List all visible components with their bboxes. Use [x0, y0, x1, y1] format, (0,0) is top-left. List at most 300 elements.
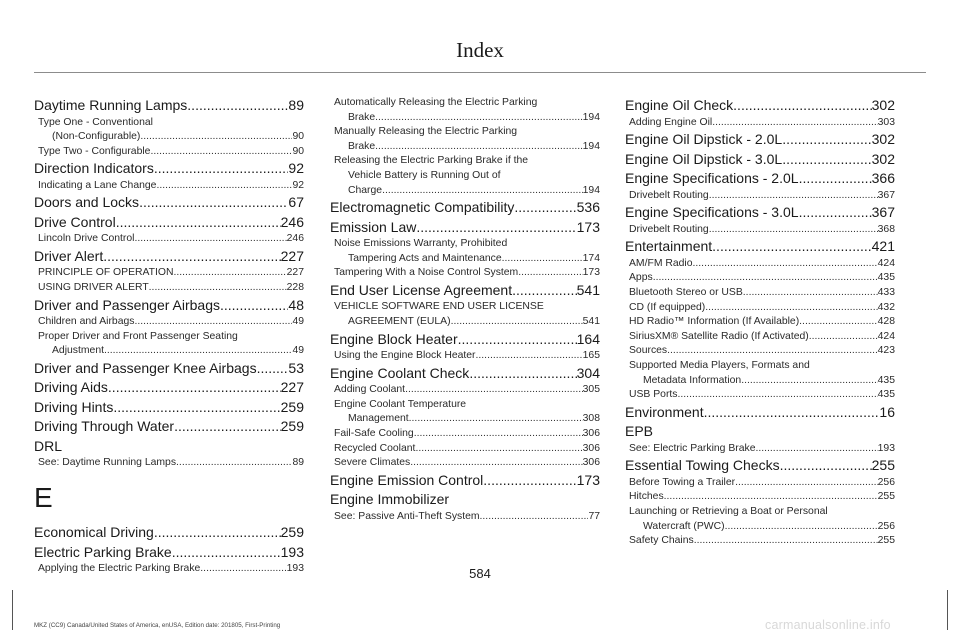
dot-leader: [725, 520, 878, 535]
dot-leader: [375, 140, 583, 155]
dot-leader: [220, 296, 288, 316]
page-ref: 48: [288, 296, 304, 313]
page-ref: 421: [871, 238, 895, 255]
index-entry[interactable]: [34, 193, 304, 213]
dot-leader: [134, 232, 286, 247]
crop-mark-left: [12, 590, 13, 630]
entry-title: Charge: [348, 184, 383, 196]
dot-leader: [113, 398, 280, 418]
page-ref: 432: [877, 301, 895, 313]
dot-leader: [375, 111, 583, 126]
dot-leader: [173, 266, 286, 281]
index-entry[interactable]: [330, 281, 600, 301]
dot-leader: [799, 203, 872, 223]
entry-title: DRL: [34, 437, 63, 454]
entry-title: Bluetooth Stereo or USB: [629, 286, 743, 298]
entry-title: Manually Releasing the Electric Parking: [334, 126, 518, 138]
entry-title: Drivebelt Routing: [629, 189, 709, 201]
index-subentry[interactable]: [34, 232, 304, 247]
page-ref: 173: [576, 471, 600, 488]
dot-leader: [257, 359, 289, 379]
index-subentry[interactable]: [625, 315, 895, 330]
entry-title: (Non-Configurable): [52, 131, 141, 143]
page-ref: 304: [576, 364, 600, 381]
index-subentry[interactable]: [34, 145, 304, 160]
entry-title: Driver Alert: [34, 247, 104, 264]
index-subentry[interactable]: [625, 505, 895, 520]
entry-title: Engine Immobilizer: [330, 491, 450, 508]
index-entry[interactable]: [34, 247, 304, 267]
page-ref: 193: [877, 442, 895, 454]
entry-title: Adjustment: [52, 345, 104, 357]
index-column-1: [34, 96, 304, 577]
page-ref: 90: [292, 145, 304, 157]
entry-title: Adding Coolant: [334, 384, 406, 396]
page-ref: 246: [280, 213, 304, 230]
page-ref: 308: [582, 413, 600, 425]
entry-title: Management: [348, 413, 409, 425]
index-subentry[interactable]: [34, 179, 304, 194]
index-heading[interactable]: [625, 422, 895, 442]
entry-title: Indicating a Lane Change: [38, 179, 157, 191]
page-ref: 536: [576, 199, 600, 216]
page-ref: 89: [292, 457, 304, 469]
dot-leader: [415, 442, 582, 457]
entry-title: Tampering Acts and Maintenance: [348, 252, 502, 264]
dot-leader: [410, 456, 582, 471]
dot-leader: [518, 266, 582, 281]
entry-title: Engine Coolant Check: [330, 364, 470, 381]
entry-title: HD Radio™ Information (If Available): [629, 316, 800, 328]
page-ref: 92: [288, 160, 304, 177]
entry-title: Doors and Locks: [34, 194, 140, 211]
entry-title: PRINCIPLE OF OPERATION: [38, 267, 174, 279]
page-ref: 89: [288, 97, 304, 113]
page-ref: 255: [871, 457, 895, 474]
index-subentry-continued[interactable]: [330, 169, 600, 184]
entry-title: Essential Towing Checks: [625, 457, 780, 474]
page-ref: 367: [877, 189, 895, 201]
dot-leader: [782, 130, 871, 150]
page-ref: 92: [292, 179, 304, 191]
index-subentry[interactable]: [34, 456, 304, 471]
entry-title: Applying the Electric Parking Brake: [38, 563, 201, 575]
index-entry[interactable]: [34, 359, 304, 379]
edition-footer: MKZ (CC9) Canada/United States of America, enUSA, Edition date: 201805, First-Printing: [34, 622, 281, 629]
dot-leader: [154, 159, 289, 179]
entry-title: Driving Aids: [34, 379, 108, 396]
index-subentry-continued[interactable]: [625, 374, 895, 389]
entry-title: Driving Through Water: [34, 418, 175, 435]
dot-leader: [735, 476, 878, 491]
dot-leader: [709, 223, 878, 238]
page-ref: 228: [286, 282, 304, 294]
page-ref: 259: [280, 524, 304, 541]
index-entry[interactable]: [34, 296, 304, 316]
index-subentry-continued[interactable]: [330, 252, 600, 267]
entry-title: Driver and Passenger Airbags: [34, 296, 220, 313]
dot-leader: [712, 237, 871, 257]
index-subentry[interactable]: [330, 349, 600, 364]
dot-leader: [154, 523, 281, 543]
index-column-2: [330, 96, 600, 524]
dot-leader: [743, 286, 878, 301]
entry-title: Lincoln Drive Control: [38, 233, 135, 245]
dot-leader: [693, 257, 878, 272]
index-subentry[interactable]: [625, 359, 895, 374]
page-ref: 433: [877, 286, 895, 298]
dot-leader: [483, 471, 576, 491]
page-ref: 49: [292, 316, 304, 328]
page-ref: 164: [576, 330, 600, 347]
dot-leader: [176, 456, 292, 471]
index-subentry-continued[interactable]: [330, 184, 600, 199]
page-title: Index: [456, 38, 504, 62]
index-entry[interactable]: [330, 364, 600, 384]
index-subentry-continued[interactable]: [330, 315, 600, 330]
index-subentry[interactable]: [330, 154, 600, 169]
page-ref: 306: [582, 428, 600, 439]
dot-leader: [140, 130, 292, 145]
dot-leader: [409, 412, 583, 427]
entry-title: Children and Airbags: [38, 316, 135, 328]
dot-leader: [382, 184, 583, 199]
index-entry[interactable]: [34, 378, 304, 398]
entry-title: Electric Parking Brake: [34, 543, 172, 560]
index-entry[interactable]: [625, 96, 895, 116]
index-subentry[interactable]: [330, 96, 600, 111]
dot-leader: [512, 281, 577, 301]
entry-title: See: Electric Parking Brake: [629, 442, 756, 454]
crop-mark-right: [947, 590, 948, 630]
entry-title: EPB: [625, 423, 654, 440]
index-subentry[interactable]: [34, 315, 304, 330]
page-ref: 227: [286, 267, 304, 279]
entry-title: Engine Block Heater: [330, 330, 458, 347]
entry-title: Driving Hints: [34, 398, 114, 415]
index-subentry[interactable]: [625, 330, 895, 345]
entry-title: VEHICLE SOFTWARE END USER LICENSE: [334, 301, 544, 313]
page-ref: 306: [582, 457, 600, 469]
index-entry[interactable]: [625, 456, 895, 476]
index-entry[interactable]: [34, 417, 304, 437]
dot-leader: [502, 252, 583, 267]
dot-leader: [705, 301, 877, 316]
entry-title: Recycled Coolant: [334, 442, 416, 454]
index-entry[interactable]: [330, 330, 600, 350]
entry-title: Watercraft (PWC): [643, 520, 725, 532]
entry-title: AM/FM Radio: [629, 257, 693, 269]
index-entry[interactable]: [330, 218, 600, 238]
entry-title: Type One - Conventional: [38, 116, 153, 128]
page-ref: 173: [576, 218, 600, 235]
index-subentry[interactable]: [625, 189, 895, 204]
dot-leader: [678, 388, 878, 403]
index-subentry[interactable]: [330, 442, 600, 457]
index-entry[interactable]: [34, 398, 304, 418]
page-ref: 165: [582, 350, 600, 362]
index-entry[interactable]: [330, 198, 600, 218]
entry-title: Environment: [625, 403, 704, 420]
page-ref: 256: [877, 476, 895, 488]
entry-title: USB Ports: [629, 389, 678, 401]
index-subentry[interactable]: [330, 510, 600, 525]
entry-title: USING DRIVER ALERT: [38, 282, 149, 294]
index-subentry-continued[interactable]: [330, 140, 600, 155]
index-entry[interactable]: [625, 169, 895, 189]
dot-leader: [799, 169, 872, 189]
page-ref: 246: [286, 233, 304, 245]
entry-title: Tampering With a Noise Control System: [334, 267, 519, 279]
entry-title: Direction Indicators: [34, 160, 154, 177]
page-ref: 424: [877, 257, 895, 269]
index-subentry[interactable]: [330, 398, 600, 413]
index-subentry-continued[interactable]: [330, 412, 600, 427]
index-subentry[interactable]: [330, 125, 600, 140]
page-ref: 194: [582, 140, 600, 152]
entry-title: Type Two - Configurable: [38, 145, 151, 157]
page-ref: 306: [582, 442, 600, 454]
page-ref: 194: [582, 111, 600, 123]
index-entry[interactable]: [625, 237, 895, 257]
entry-title: Engine Specifications - 3.0L: [625, 204, 799, 221]
index-subentry[interactable]: [625, 388, 895, 403]
entry-title: Engine Oil Dipstick - 3.0L: [625, 150, 783, 167]
page-ref: 194: [582, 184, 600, 196]
page-ref: 53: [288, 359, 304, 376]
dot-leader: [172, 543, 281, 563]
dot-leader: [149, 281, 287, 296]
index-subentry[interactable]: [625, 344, 895, 359]
page-ref: 77: [588, 510, 600, 522]
index-subentry[interactable]: [625, 286, 895, 301]
entry-title: Drive Control: [34, 213, 116, 230]
dot-leader: [156, 179, 292, 194]
index-subentry[interactable]: [34, 281, 304, 296]
entry-title: Launching or Retrieving a Boat or Personal: [629, 506, 828, 517]
dot-leader: [653, 271, 878, 286]
index-subentry[interactable]: [625, 271, 895, 286]
entry-title: Apps: [629, 272, 653, 284]
index-entry[interactable]: [625, 203, 895, 223]
entry-title: Driver and Passenger Knee Airbags: [34, 359, 257, 376]
entry-title: Sources: [629, 345, 668, 357]
page-ref: 428: [877, 316, 895, 328]
page-ref: 259: [280, 398, 304, 415]
dot-leader: [514, 198, 576, 218]
dot-leader: [414, 427, 583, 442]
page-ref: 67: [288, 194, 304, 211]
index-subentry[interactable]: [625, 301, 895, 316]
page-ref: 435: [877, 272, 895, 284]
index-subentry[interactable]: [330, 237, 600, 252]
dot-leader: [809, 330, 878, 345]
entry-title: Fail-Safe Cooling: [334, 428, 414, 439]
index-subentry[interactable]: [330, 300, 600, 315]
index-entry[interactable]: [625, 150, 895, 170]
page-ref: 173: [582, 267, 600, 279]
entry-title: Severe Climates: [334, 457, 411, 469]
dot-leader: [799, 315, 877, 330]
entry-title: Using the Engine Block Heater: [334, 350, 476, 362]
page-ref: 303: [877, 116, 895, 128]
page-ref: 423: [877, 345, 895, 357]
dot-leader: [469, 364, 576, 384]
page-ref: 366: [871, 170, 895, 187]
header-rule: [34, 72, 926, 73]
index-subentry[interactable]: [625, 442, 895, 457]
dot-leader: [458, 330, 577, 350]
dot-leader: [733, 96, 871, 116]
page-ref: 302: [871, 131, 895, 148]
page-ref: 49: [292, 345, 304, 357]
page-ref: 305: [582, 384, 600, 396]
page-ref: 367: [871, 204, 895, 221]
page-ref: 541: [576, 281, 600, 298]
entry-title: Emission Law: [330, 218, 417, 235]
index-subentry[interactable]: [625, 490, 895, 505]
entry-title: Before Towing a Trailer: [629, 476, 736, 488]
dot-leader: [187, 96, 288, 116]
entry-title: End User License Agreement: [330, 281, 513, 298]
entry-title: Economical Driving: [34, 524, 154, 541]
dot-leader: [174, 417, 281, 437]
dot-leader: [451, 315, 583, 330]
dot-leader: [664, 490, 878, 505]
index-entry[interactable]: [34, 213, 304, 233]
dot-leader: [694, 534, 878, 549]
index-subentry-continued[interactable]: [625, 520, 895, 535]
entry-title: Automatically Releasing the Electric Parking: [334, 97, 538, 108]
index-entry[interactable]: [625, 403, 895, 423]
page-number: 584: [469, 566, 491, 581]
index-subentry[interactable]: [625, 116, 895, 131]
index-subentry[interactable]: [625, 257, 895, 272]
page-ref: 259: [280, 418, 304, 435]
index-entry[interactable]: [330, 471, 600, 491]
page-ref: 255: [877, 535, 895, 547]
dot-leader: [712, 116, 877, 131]
watermark: carmanualsonline.info: [765, 618, 891, 632]
entry-title: Entertainment: [625, 238, 713, 255]
index-subentry[interactable]: [330, 427, 600, 442]
page-ref: 435: [877, 374, 895, 386]
page-ref: 424: [877, 330, 895, 342]
page-ref: 227: [280, 247, 304, 264]
dot-leader: [116, 213, 281, 233]
entry-title: Drivebelt Routing: [629, 223, 709, 235]
index-subentry[interactable]: [330, 456, 600, 471]
page-ref: 256: [877, 520, 895, 532]
page-ref: 435: [877, 389, 895, 401]
index-subentry[interactable]: [330, 266, 600, 281]
entry-title: Releasing the Electric Parking Brake if the: [334, 155, 529, 167]
entry-title: Hitches: [629, 491, 664, 503]
entry-title: SiriusXM® Satellite Radio (If Activated): [629, 330, 809, 342]
entry-title: Noise Emissions Warranty, Prohibited: [334, 238, 508, 250]
entry-title: Adding Engine Oil: [629, 116, 713, 128]
dot-leader: [134, 315, 292, 330]
index-subentry-continued[interactable]: [34, 130, 304, 145]
page-ref: 302: [871, 97, 895, 113]
index-subentry[interactable]: [625, 223, 895, 238]
entry-title: AGREEMENT (EULA): [348, 316, 451, 328]
index-entry[interactable]: [34, 96, 304, 116]
index-subentry-continued[interactable]: [34, 344, 304, 359]
dot-leader: [755, 442, 877, 457]
entry-title: Safety Chains: [629, 535, 694, 547]
page-ref: 16: [879, 403, 895, 420]
page-ref: 90: [292, 131, 304, 143]
index-entry[interactable]: [34, 159, 304, 179]
index-subentry[interactable]: [625, 534, 895, 549]
dot-leader: [108, 378, 281, 398]
page-ref: 193: [286, 563, 304, 575]
dot-leader: [104, 344, 292, 359]
dot-leader: [416, 218, 576, 238]
dot-leader: [780, 456, 872, 476]
index-entry[interactable]: [34, 543, 304, 563]
page-ref: 174: [582, 252, 600, 264]
index-entry[interactable]: [625, 130, 895, 150]
page-ref: 227: [280, 379, 304, 396]
index-subentry[interactable]: [34, 330, 304, 345]
page-ref: 193: [280, 543, 304, 560]
entry-title: Supported Media Players, Formats and: [629, 359, 810, 371]
page-ref: 302: [871, 150, 895, 167]
dot-leader: [709, 189, 878, 204]
dot-leader: [150, 145, 292, 160]
page-ref: 368: [877, 223, 895, 235]
entry-title: Engine Specifications - 2.0L: [625, 170, 799, 187]
index-entry[interactable]: [34, 523, 304, 543]
index-heading[interactable]: [330, 490, 600, 510]
index-subentry[interactable]: [34, 116, 304, 131]
dot-leader: [667, 344, 878, 359]
index-subentry[interactable]: [625, 476, 895, 491]
entry-title: Electromagnetic Compatibility: [330, 199, 515, 216]
entry-title: Engine Oil Dipstick - 2.0L: [625, 131, 783, 148]
entry-title: Engine Coolant Temperature: [334, 398, 467, 410]
entry-title: CD (If equipped): [629, 301, 706, 313]
index-heading[interactable]: [34, 437, 304, 457]
index-subentry[interactable]: [34, 266, 304, 281]
entry-title: Engine Emission Control: [330, 471, 484, 488]
entry-title: Engine Oil Check: [625, 97, 734, 113]
page-ref: 541: [582, 316, 600, 328]
dot-leader: [741, 374, 877, 389]
dot-leader: [704, 403, 880, 423]
section-letter: E: [34, 482, 53, 514]
index-subentry-continued[interactable]: [330, 111, 600, 126]
dot-leader: [476, 349, 583, 364]
dot-leader: [480, 510, 589, 525]
entry-title: Daytime Running Lamps: [34, 97, 188, 113]
entry-title: Vehicle Battery is Running Out of: [348, 169, 501, 181]
page-ref: 255: [877, 491, 895, 503]
entry-title: Brake: [348, 111, 376, 123]
entry-title: See: Passive Anti-Theft System: [334, 510, 480, 522]
entry-title: Proper Driver and Front Passenger Seating: [38, 330, 238, 342]
entry-title: Brake: [348, 140, 376, 152]
dot-leader: [139, 193, 288, 213]
dot-leader: [782, 150, 871, 170]
index-subentry[interactable]: [330, 383, 600, 398]
entry-title: Metadata Information: [643, 374, 742, 386]
dot-leader: [103, 247, 280, 267]
entry-title: See: Daytime Running Lamps: [38, 457, 177, 469]
dot-leader: [405, 383, 583, 398]
